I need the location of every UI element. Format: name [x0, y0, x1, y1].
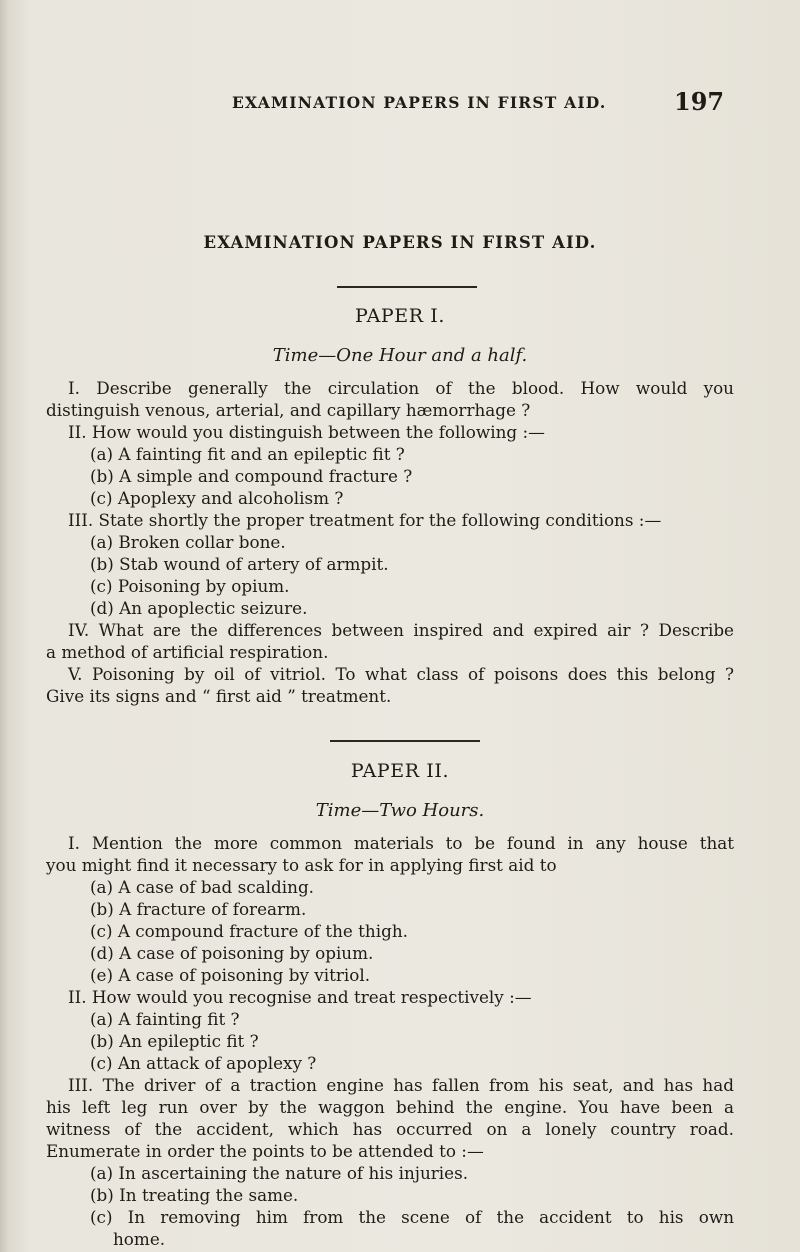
- paper-1-line: (c) Poisoning by opium.: [90, 576, 290, 596]
- paper-1-time: Time—One Hour and a half.: [272, 345, 528, 366]
- paper-1-line: (b) Stab wound of artery of armpit.: [90, 554, 389, 574]
- paper-1-line: II. How would you distinguish between the following :—: [68, 422, 545, 442]
- paper-1-line: (c) Apoplexy and alcoholism ?: [90, 488, 344, 508]
- paper-1-title: PAPER I.: [354, 305, 446, 327]
- paper-1-line: (b) A simple and compound fracture ?: [90, 466, 413, 486]
- paper-2-line: you might find it necessary to ask for in applying first aid to: [46, 855, 557, 875]
- section-rule: [330, 740, 480, 742]
- paper-1-line: a method of artificial respiration.: [46, 642, 329, 662]
- paper-1-line: (a) A fainting fit and an epileptic fit ?: [90, 444, 405, 464]
- paper-2-line: home.: [113, 1229, 166, 1249]
- paper-2-line: his left leg run over by the waggon behind the engine. You have been a: [46, 1097, 734, 1117]
- paper-2-line: (c) In removing him from the scene of the accident to his own: [90, 1207, 734, 1227]
- paper-2-line: (b) An epileptic fit ?: [90, 1031, 259, 1051]
- paper-2-line: (b) A fracture of forearm.: [90, 899, 307, 919]
- paper-2-line: (a) A fainting fit ?: [90, 1009, 240, 1029]
- paper-2-time: Time—Two Hours.: [315, 800, 485, 821]
- paper-2-line: (a) A case of bad scalding.: [90, 877, 315, 897]
- paper-2-line: III. The driver of a traction engine has fallen from his seat, and has had: [68, 1075, 734, 1095]
- paper-2-line: I. Mention the more common materials to be found in any house that: [68, 833, 734, 853]
- paper-2-line: (c) An attack of apoplexy ?: [90, 1053, 317, 1073]
- main-title: EXAMINATION PAPERS IN FIRST AID.: [203, 233, 597, 252]
- running-head: EXAMINATION PAPERS IN FIRST AID.: [232, 93, 607, 112]
- page-number: 197: [674, 87, 725, 116]
- paper-2-title: PAPER II.: [350, 760, 450, 782]
- paper-2-line: Enumerate in order the points to be attended to :—: [46, 1141, 484, 1161]
- paper-1-line: Give its signs and “ first aid ” treatment.: [46, 686, 392, 706]
- paper-1-line: distinguish venous, arterial, and capillary hæmorrhage ?: [46, 400, 531, 420]
- paper-2-line: (c) A compound fracture of the thigh.: [90, 921, 408, 941]
- paper-2-line: (d) A case of poisoning by opium.: [90, 943, 374, 963]
- paper-2-line: (a) In ascertaining the nature of his injuries.: [90, 1163, 469, 1183]
- paper-1-line: V. Poisoning by oil of vitriol. To what class of poisons does this belong ?: [68, 664, 734, 684]
- paper-2-line: (b) In treating the same.: [90, 1185, 299, 1205]
- paper-2-line: II. How would you recognise and treat respectively :—: [68, 987, 532, 1007]
- paper-1-line: (d) An apoplectic seizure.: [90, 598, 308, 618]
- section-rule: [337, 286, 477, 288]
- paper-1-line: (a) Broken collar bone.: [90, 532, 286, 552]
- paper-2-line: (e) A case of poisoning by vitriol.: [90, 965, 371, 985]
- paper-1-line: I. Describe generally the circulation of the blood. How would you: [68, 378, 734, 398]
- paper-1-line: III. State shortly the proper treatment for the following conditions :—: [68, 510, 662, 530]
- paper-1-line: IV. What are the differences between inspired and expired air ? Describe: [68, 620, 734, 640]
- paper-2-line: witness of the accident, which has occurred on a lonely country road.: [46, 1119, 734, 1139]
